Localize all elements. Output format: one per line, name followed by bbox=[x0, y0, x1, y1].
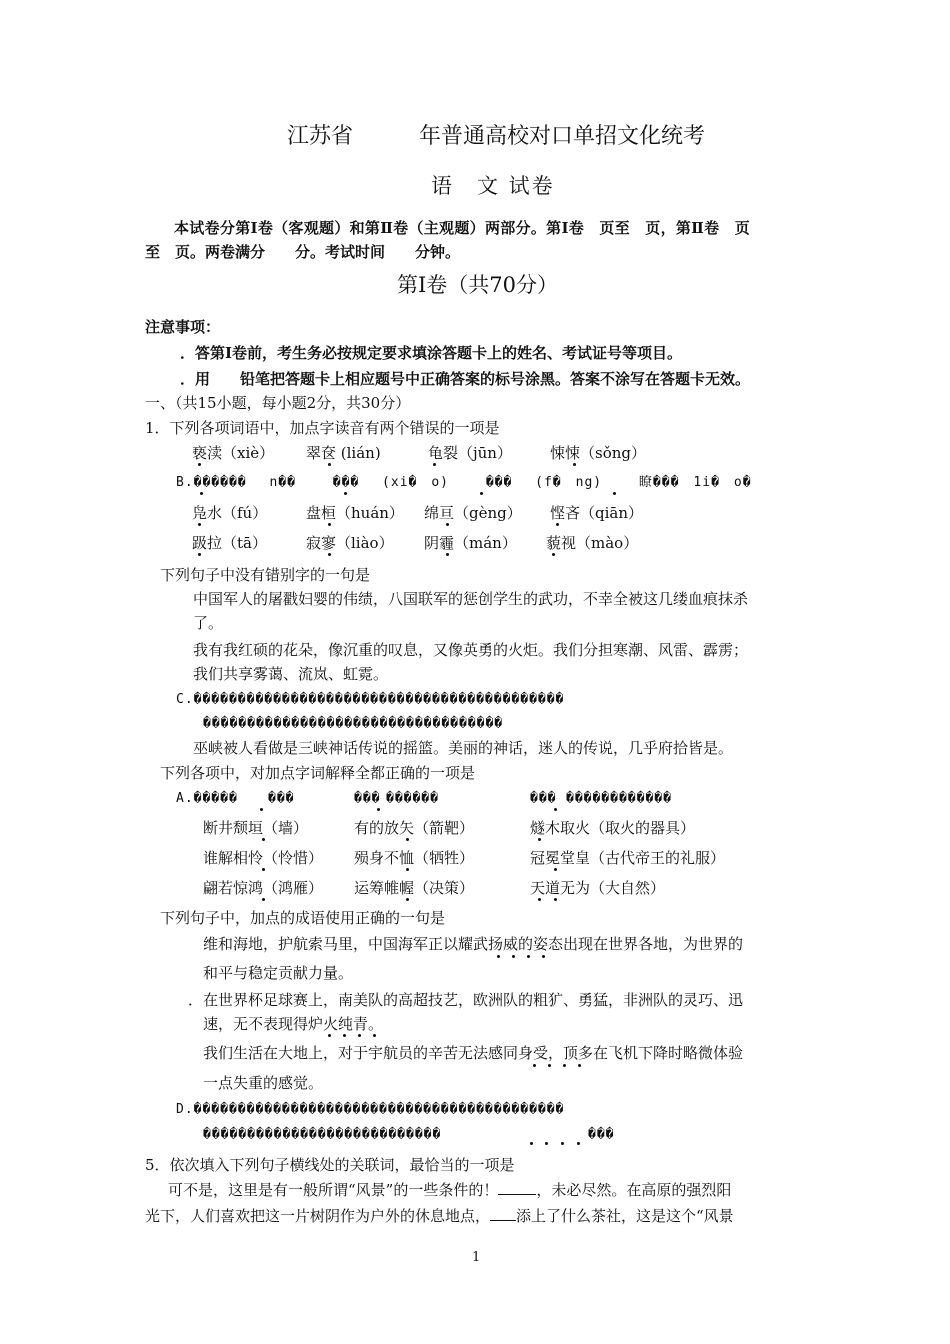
emphasis-dot bbox=[198, 523, 201, 526]
q3-option-a-5: ��� bbox=[530, 791, 557, 806]
q2-option-c-line-1: C.������������������������������������������ bbox=[176, 692, 565, 707]
q1-option-d-1: 趿拉（tā） bbox=[192, 534, 267, 552]
intro-line-1: 本试卷分第Ⅰ卷（客观题）和第Ⅱ卷（主观题）两部分。第Ⅰ卷 页至 页，第Ⅱ卷 页 bbox=[174, 219, 751, 237]
q2-option-b-line-2: 我们共享雾蔼、流岚、虹霓。 bbox=[193, 665, 389, 683]
q3-option-b-3: 燧木取火（取火的器具） bbox=[530, 819, 696, 837]
q3-option-a-6: ������������ bbox=[566, 791, 672, 806]
emphasis-dot bbox=[328, 1034, 331, 1037]
q3-option-b-2: 有的放矢（箭靶） bbox=[354, 819, 475, 837]
emphasis-dot bbox=[343, 1034, 346, 1037]
q2-option-a-line-1: 中国军人的屠戳妇婴的伟绩，八国联军的惩创学生的武功，不幸全被这几缕血痕抹杀 bbox=[193, 590, 749, 608]
document-title: 江苏省 年普通高校对口单招文化统考 bbox=[287, 124, 706, 149]
q1-option-a-4: 悚悚（sǒng） bbox=[550, 444, 646, 462]
emphasis-dot bbox=[344, 492, 347, 495]
emphasis-dot bbox=[545, 1142, 548, 1145]
emphasis-dot bbox=[573, 463, 576, 466]
subject-title: 语 文 试卷 bbox=[431, 174, 555, 198]
q2-option-b-line-1: 我有我红硕的花朵，像沉重的叹息，又像英勇的火炬。我们分担寒潮、风雷、霹雳； bbox=[193, 641, 749, 659]
emphasis-dot bbox=[358, 1034, 361, 1037]
answer-blank bbox=[498, 1180, 536, 1195]
emphasis-dot bbox=[198, 463, 201, 466]
q3-option-a-3: ��� bbox=[354, 791, 381, 806]
emphasis-dot bbox=[328, 553, 331, 556]
question-1-stem: 1．下列各项词语中，加点字读音有两个错误的一项是 bbox=[145, 419, 500, 437]
emphasis-dot bbox=[512, 955, 515, 958]
q4-option-d-line-1: D.������������������������������������������ bbox=[176, 1102, 565, 1117]
q3-option-a-1: A.����� bbox=[176, 791, 238, 806]
emphasis-dot bbox=[548, 1064, 551, 1067]
q3-option-c-2: 殒身不恤（牺牲） bbox=[354, 849, 475, 867]
q1-option-b: B.������ n�� ��� (xi� o) ��� (f� ng) 瞭��� 1i� o� bbox=[176, 475, 752, 490]
emphasis-dot bbox=[538, 898, 541, 901]
emphasis-dot bbox=[527, 955, 530, 958]
notice-heading: 注意事项： bbox=[145, 318, 221, 336]
q5-passage-line-1-end: ，未必尽然。在高原的强烈阳 bbox=[536, 1181, 732, 1199]
q3-option-d-2: 运筹帷幄（决策） bbox=[354, 879, 475, 897]
emphasis-dot bbox=[406, 868, 409, 871]
q1-option-a-2: 翠奁 (lián) bbox=[306, 444, 381, 462]
question-5-stem: 5．依次填入下列句子横线处的关联词，最恰当的一项是 bbox=[145, 1156, 515, 1174]
q5-passage-line-2-end: 添上了什么茶社，这是这个“风景 bbox=[516, 1207, 734, 1225]
q3-option-a-2: ��� bbox=[268, 791, 295, 806]
emphasis-dot bbox=[328, 523, 331, 526]
page-number: 1 bbox=[472, 1250, 481, 1265]
intro-line-2: 至 页。两卷满分 分。考试时间 分钟。 bbox=[145, 243, 461, 261]
emphasis-dot bbox=[262, 838, 265, 841]
q3-option-b-1: 断井颓垣（墙） bbox=[203, 819, 309, 837]
emphasis-dot bbox=[260, 808, 263, 811]
q1-option-c-4: 悭吝（qiān） bbox=[550, 504, 644, 522]
emphasis-dot bbox=[578, 1064, 581, 1067]
emphasis-dot bbox=[200, 492, 203, 495]
volume-1-title: 第Ⅰ卷（共70分） bbox=[397, 273, 559, 297]
emphasis-dot bbox=[552, 553, 555, 556]
emphasis-dot bbox=[530, 1142, 533, 1145]
answer-blank bbox=[490, 1206, 516, 1221]
emphasis-dot bbox=[613, 492, 616, 495]
emphasis-dot bbox=[480, 492, 483, 495]
q1-option-c-1: 凫水（fú） bbox=[192, 504, 268, 522]
emphasis-dot bbox=[554, 868, 557, 871]
emphasis-dot bbox=[563, 1064, 566, 1067]
emphasis-dot bbox=[406, 898, 409, 901]
question-2-stem: 下列句子中没有错别字的一句是 bbox=[160, 566, 371, 584]
q4-option-a-line-1: 维和海地，护航索马里，中国海军正以耀武扬威的姿态出现在世界各地，为世界的 bbox=[203, 935, 744, 953]
q1-option-d-4: 藐视（mào） bbox=[546, 534, 639, 552]
q3-option-c-3: 冠冕堂皇（古代帝王的礼服） bbox=[530, 849, 726, 867]
q3-option-a-4: ������ bbox=[386, 791, 439, 806]
q2-option-d: 巫峡被人看做是三峡神话传说的摇篮。美丽的神话，迷人的传说，几乎府拾皆是。 bbox=[193, 739, 734, 757]
emphasis-dot bbox=[446, 553, 449, 556]
q4-option-b-line-1: ．在世界杯足球赛上，南美队的高超技艺，欧洲队的粗犷、勇猛，非洲队的灵巧、迅 bbox=[188, 991, 744, 1009]
notice-item-2: ．用 铅笔把答题卡上相应题号中正确答案的标号涂黑。答案不涂写在答题卡无效。 bbox=[180, 370, 751, 388]
emphasis-dot bbox=[377, 808, 380, 811]
emphasis-dot bbox=[542, 955, 545, 958]
q3-option-d-1: 翩若惊鸿（鸿雁） bbox=[203, 879, 324, 897]
emphasis-dot bbox=[556, 523, 559, 526]
emphasis-dot bbox=[262, 898, 265, 901]
emphasis-dot bbox=[328, 463, 331, 466]
emphasis-dot bbox=[433, 463, 436, 466]
emphasis-dot bbox=[554, 898, 557, 901]
q4-option-d-line-2: ��������������������������� bbox=[203, 1127, 442, 1142]
emphasis-dot bbox=[561, 1142, 564, 1145]
emphasis-dot bbox=[373, 1034, 376, 1037]
emphasis-dot bbox=[262, 868, 265, 871]
emphasis-dot bbox=[198, 553, 201, 556]
emphasis-dot bbox=[406, 838, 409, 841]
emphasis-dot bbox=[577, 1142, 580, 1145]
section-1-heading: 一、（共15小题，每小题2分，共30分） bbox=[145, 394, 411, 412]
q1-option-d-2: 寂寥（liào） bbox=[306, 534, 394, 552]
q2-option-c-line-2: ���������������������������������� bbox=[203, 716, 504, 731]
q1-option-c-3: 绵亘（gèng） bbox=[424, 504, 522, 522]
notice-item-1: ．答第Ⅰ卷前，考生务必按规定要求填涂答题卡上的姓名、考试证号等项目。 bbox=[180, 344, 683, 362]
q3-option-c-1: 谁解相怜（怜惜） bbox=[203, 849, 324, 867]
q4-option-c-line-2: 一点失重的感觉。 bbox=[203, 1074, 324, 1092]
q4-option-c-line-1: 我们生活在大地上，对于宇航员的辛苦无法感同身受，顶多在飞机下降时略微体验 bbox=[203, 1044, 744, 1062]
q4-option-d-line-2-end: ��� bbox=[588, 1127, 615, 1142]
q2-option-a-line-2: 了。 bbox=[193, 614, 224, 632]
q5-passage-line-1 bbox=[168, 1180, 731, 1200]
q5-passage-line-1-start: 可不是，这里是有一般所谓“风景”的一些条件的！ bbox=[168, 1181, 499, 1199]
q1-option-a-3: 龟裂（jūn） bbox=[428, 444, 512, 462]
emphasis-dot bbox=[446, 523, 449, 526]
q4-option-a-line-2: 和平与稳定贡献力量。 bbox=[203, 964, 354, 982]
q1-option-a-1: 亵渎（xiè） bbox=[192, 444, 275, 462]
emphasis-dot bbox=[554, 808, 557, 811]
q5-passage-line-2-start: 光下，人们喜欢把这一片树阴作为户外的休息地点， bbox=[145, 1207, 491, 1225]
q4-option-b-line-2: 速，无不表现得炉火纯青。 bbox=[203, 1015, 384, 1033]
emphasis-dot bbox=[538, 838, 541, 841]
emphasis-dot bbox=[533, 1064, 536, 1067]
q3-option-d-3: 天道无为（大自然） bbox=[530, 879, 666, 897]
question-3-stem: 下列各项中，对加点字词解释全都正确的一项是 bbox=[160, 764, 476, 782]
emphasis-dot bbox=[497, 955, 500, 958]
q5-passage-line-2 bbox=[145, 1206, 734, 1226]
question-4-stem: 下列句子中，加点的成语使用正确的一句是 bbox=[160, 909, 446, 927]
q1-option-c-2: 盘桓（huán） bbox=[306, 504, 404, 522]
q1-option-d-3: 阴霾（mán） bbox=[424, 534, 517, 552]
